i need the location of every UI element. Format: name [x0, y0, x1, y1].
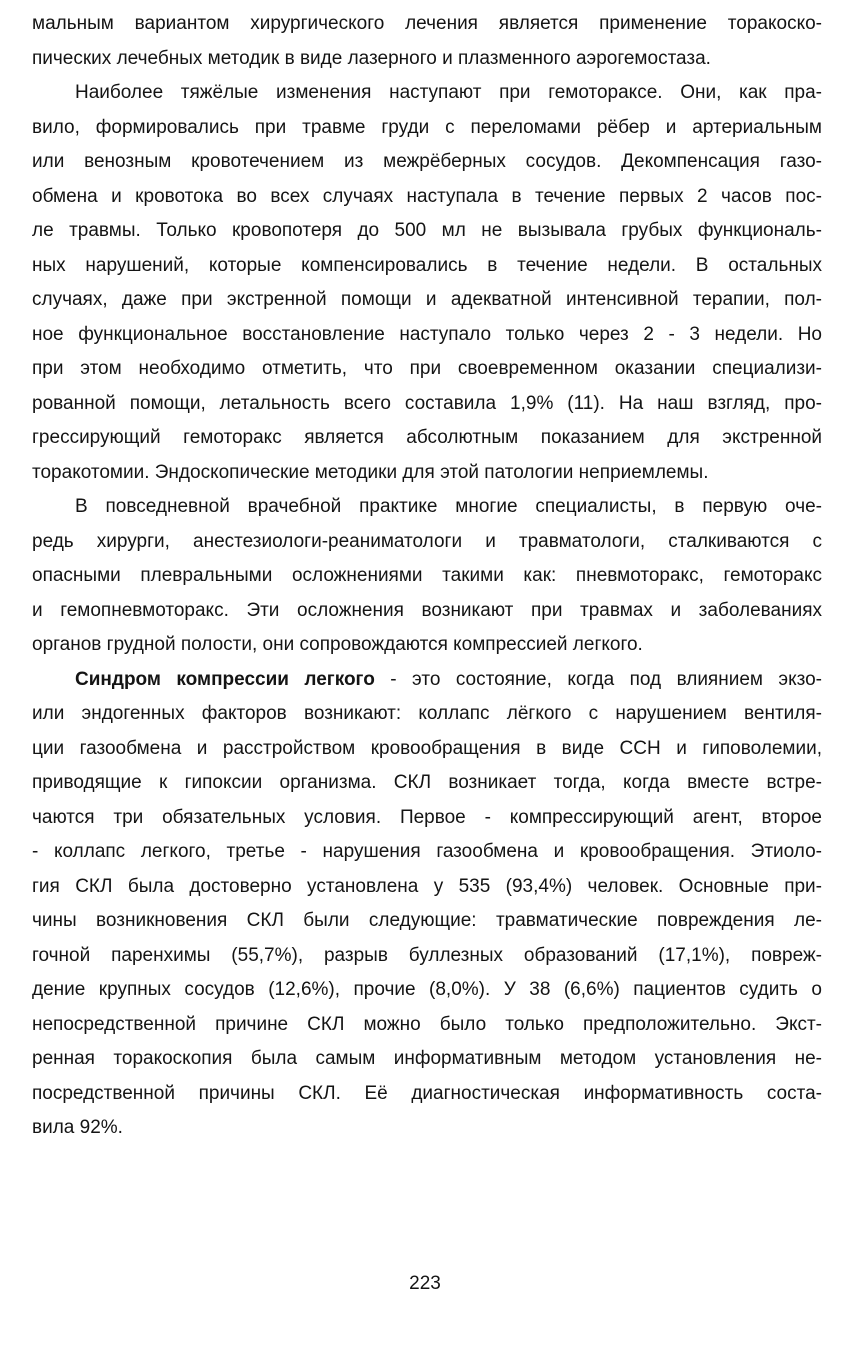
- paragraph: [32, 490, 822, 663]
- text-line: или эндогенных факторов возникают: коллапс лёгкого с нарушением вентиля-: [32, 703, 822, 724]
- text-line: пических лечебных методик в виде лазерного и плазменного аэрогемостаза.: [32, 47, 711, 69]
- text-line: торакотомии. Эндоскопические методики для этой патологии неприемлемы.: [32, 461, 709, 483]
- text-line: или венозным кровотечением из межрёберных сосудов. Декомпенсация газо-: [32, 151, 822, 172]
- page-number: 223: [409, 1273, 441, 1294]
- paragraph: [32, 663, 822, 1146]
- text-line: ных нарушений, которые компенсировались в течение недели. В остальных: [32, 254, 822, 276]
- text-line: В повседневной врачебной практике многие специалисты, в первую оче-: [75, 496, 822, 517]
- text-line: чины возникновения СКЛ были следующие: травматические повреждения ле-: [32, 910, 822, 931]
- text-line: [32, 663, 822, 698]
- text-line: вила 92%.: [32, 1117, 123, 1138]
- text-line: ное функциональное восстановление наступало только через 2 - 3 недели. Но: [32, 323, 822, 345]
- paragraph: [32, 7, 822, 76]
- text-line: - коллапс легкого, третье - нарушения газообмена и кровообращения. Этиоло-: [32, 841, 822, 862]
- text-line: обмена и кровотока во всех случаях наступала в течение первых 2 часов пос-: [32, 185, 822, 207]
- text-line: рованной помощи, летальность всего составила 1,9% (11). На наш взгляд, про-: [32, 392, 822, 414]
- text-line: и гемопневмоторакс. Эти осложнения возникают при травмах и заболеваниях: [32, 599, 822, 621]
- text-run: - это состояние, когда под влиянием экзо-: [374, 668, 823, 690]
- text-line: гия СКЛ была достоверно установлена у 535 (93,4%) человек. Основные при-: [32, 875, 822, 897]
- text-line: редь хирурги, анестезиологи-реаниматологи и травматологи, сталкиваются с: [32, 530, 822, 552]
- text-line: приводящие к гипоксии организма. СКЛ возникает тогда, когда вместе встре-: [32, 772, 822, 793]
- text-line: непосредственной причине СКЛ можно было только предположительно. Экст-: [32, 1013, 822, 1035]
- page-body: [32, 7, 822, 1146]
- text-line: гочной паренхимы (55,7%), разрыв буллезных образований (17,1%), повреж-: [32, 944, 822, 966]
- text-line: Наиболее тяжёлые изменения наступают при гемотораксе. Они, как пра-: [75, 82, 822, 103]
- text-line: чаются три обязательных условия. Первое - компрессирующий агент, второе: [32, 806, 822, 828]
- text-line: ренная торакоскопия была самым информативным методом установления не-: [32, 1048, 822, 1069]
- text-line: дение крупных сосудов (12,6%), прочие (8,0%). У 38 (6,6%) пациентов судить о: [32, 979, 822, 1000]
- text-line: ле травмы. Только кровопотеря до 500 мл не вызывала грубых функциональ-: [32, 220, 822, 241]
- text-line: вило, формировались при травме груди с переломами рёбер и артериальным: [32, 116, 822, 138]
- text-line: при этом необходимо отметить, что при своевременном оказании специализи-: [32, 358, 822, 379]
- text-line: грессирующий гемоторакс является абсолютным показанием для экстренной: [32, 427, 822, 448]
- text-line: ции газообмена и расстройством кровообращения в виде ССН и гиповолемии,: [32, 737, 822, 759]
- text-line: случаях, даже при экстренной помощи и адекватной интенсивной терапии, пол-: [32, 289, 822, 310]
- text-line: посредственной причины СКЛ. Её диагностическая информативность соста-: [32, 1082, 822, 1104]
- bold-term: Синдром компрессии легкого: [75, 668, 375, 690]
- text-line: опасными плевральными осложнениями такими как: пневмоторакс, гемоторакс: [32, 565, 822, 586]
- text-line: мальным вариантом хирургического лечения является применение торакоско-: [32, 13, 822, 34]
- paragraph: [32, 76, 822, 490]
- text-line: органов грудной полости, они сопровождаются компрессией легкого.: [32, 634, 643, 655]
